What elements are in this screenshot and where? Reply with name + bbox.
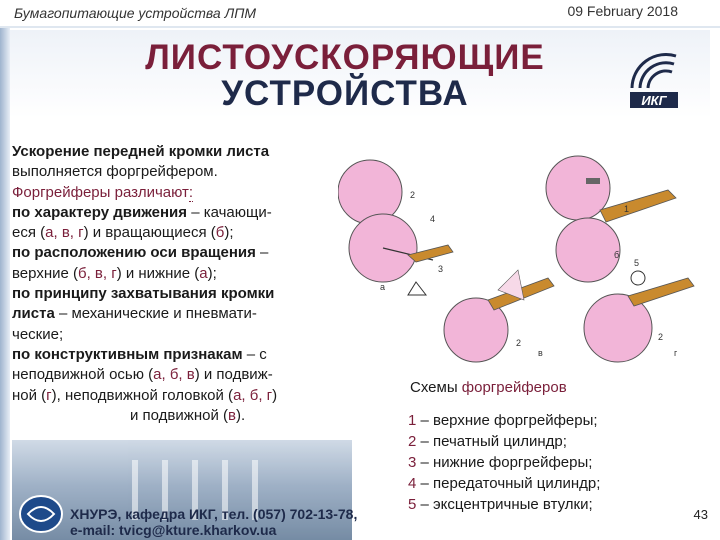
diagram-number: 5 <box>634 258 640 268</box>
body-line: неподвижной осью (а, б, в) и подвиж- <box>12 366 273 384</box>
diagram-number: 2 <box>658 332 664 342</box>
diagram-letter: б <box>614 250 620 260</box>
body-line: по характеру движения – качающи- <box>12 203 272 221</box>
body-line: выполняется форгрейфером. <box>12 163 218 181</box>
body-line: еся (а, в, г) и вращающиеся (б); <box>12 224 234 242</box>
legend-item: 1 – верхние форгрейферы; <box>408 412 598 429</box>
body-line: Ускорение передней кромки листа <box>12 143 270 160</box>
upper-cylinder <box>338 160 402 224</box>
page-number: 43 <box>693 507 708 522</box>
body-line: верхние (б, в, г) и нижние (а); <box>12 264 217 282</box>
ikg-logo-icon <box>626 48 682 112</box>
body-line: по расположению оси вращения – <box>12 244 269 262</box>
schemes-caption: Схемы форгрейферов <box>410 379 567 396</box>
diagram-letter: а <box>380 282 386 292</box>
footer-email: e-mail: tvicg@kture.kharkov.ua <box>70 522 277 538</box>
cylinder <box>584 294 652 362</box>
lower-cylinder <box>556 218 620 282</box>
legend-item: 5 – эксцентричные втулки; <box>408 496 593 513</box>
body-line: ческие; <box>12 325 64 343</box>
diagram-number: 3 <box>438 264 444 274</box>
legend-item: 2 – печатный цилиндр; <box>408 433 567 450</box>
header-date: 09 February 2018 <box>567 3 678 19</box>
body-line: и подвижной (в). <box>130 406 246 424</box>
diagram-number: 2 <box>516 338 522 348</box>
gripper-diagrams <box>338 150 710 375</box>
diagram-letter: в <box>538 348 543 358</box>
footer-contact: ХНУРЭ, кафедра ИКГ, тел. (057) 702-13-78, <box>70 506 358 522</box>
diagram-number: 4 <box>430 214 436 224</box>
legend <box>408 410 600 515</box>
slide-title-line1: ЛИСТОУСКОРЯЮЩИЕ <box>145 38 545 77</box>
header-divider <box>0 26 720 28</box>
logo-text: ИКГ <box>641 93 667 108</box>
slide-title-line2: УСТРОЙСТВА <box>221 74 469 113</box>
left-decor-bar <box>0 28 10 540</box>
body-line: по конструктивным признакам – с <box>12 345 267 363</box>
body-line: по принципу захватывания кромки <box>12 285 275 303</box>
legend-item: 4 – передаточный цилиндр; <box>408 475 601 492</box>
diagram-c <box>444 270 554 362</box>
body-line: листа – механические и пневмати- <box>12 305 257 323</box>
body-line: Форгрейферы различают: <box>12 183 194 201</box>
diagram-number: 1 <box>624 204 630 214</box>
diagram-a <box>338 160 453 295</box>
header-course-title: Бумагопитающие устройства ЛПМ <box>14 5 257 21</box>
body-line: ной (г), неподвижной головкой (а, б, г) <box>12 386 278 404</box>
diagram-number: 2 <box>410 190 416 200</box>
diagram-b <box>546 156 676 282</box>
body-text <box>12 142 352 426</box>
diagram-letter: г <box>674 348 678 358</box>
legend-item: 3 – нижние форгрейферы; <box>408 454 593 471</box>
university-logo-icon <box>18 494 64 534</box>
